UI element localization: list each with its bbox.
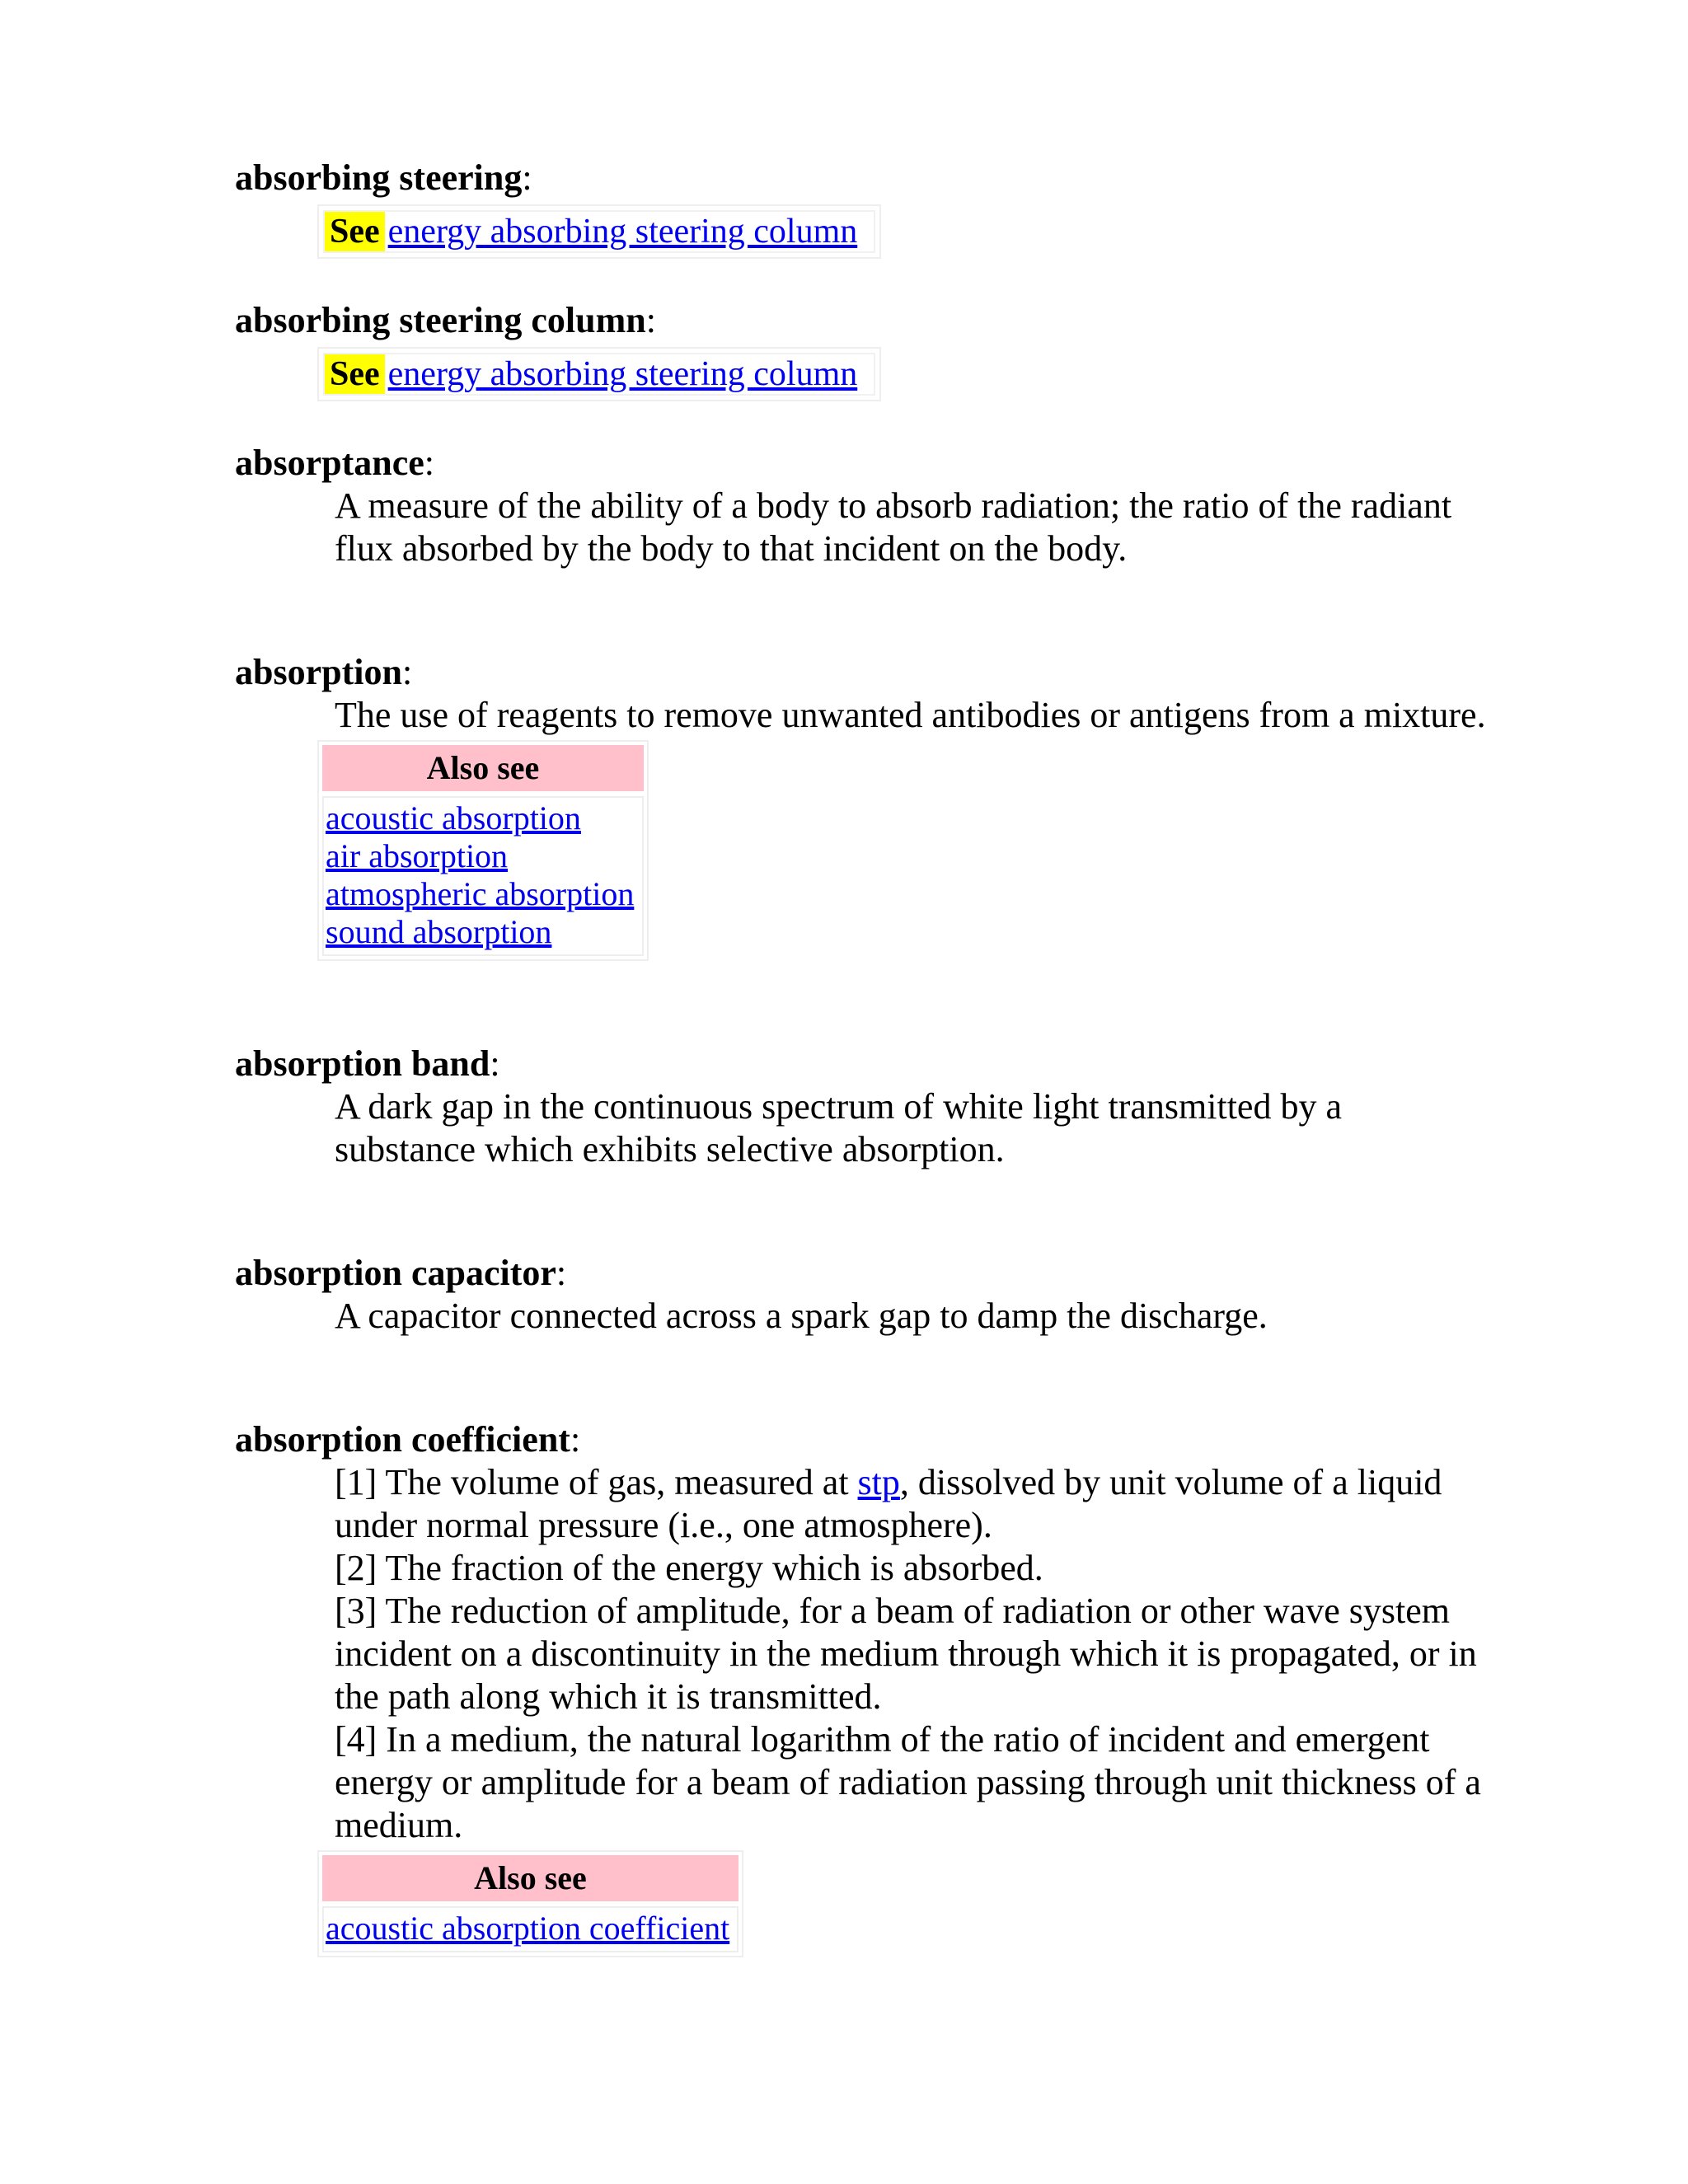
entry-absorptance <box>235 442 1471 570</box>
also-see-header: Also see <box>322 745 644 791</box>
entry-term: absorptance: <box>235 443 435 483</box>
also-see-header: Also see <box>322 1855 738 1901</box>
see-reference-box <box>317 347 881 401</box>
also-see-link[interactable]: acoustic absorption coefficient <box>326 1910 730 1947</box>
entry-term: absorbing steering column: <box>235 300 656 340</box>
entry-absorption-capacitor <box>235 1252 1471 1338</box>
also-see-list <box>322 1906 738 1952</box>
see-reference-box <box>317 204 881 259</box>
see-reference-link[interactable]: energy absorbing steering column <box>387 213 858 251</box>
entry-absorption <box>235 651 1486 961</box>
entry-definition: A capacitor connected across a spark gap to damp the discharge. <box>335 1296 1268 1336</box>
entry-term: absorption: <box>235 652 413 692</box>
entry-absorbing-steering-column <box>235 299 1471 401</box>
also-see-list <box>322 796 644 956</box>
entry-definition <box>335 1461 1489 1847</box>
entry-absorbing-steering <box>235 157 1471 259</box>
definition-4: [4] In a medium, the natural logarithm of the ratio of incident and emergent energy or amplitude for a beam of radiation passing through unit thickness of a medium. <box>335 1719 1481 1845</box>
see-label: See <box>325 354 385 394</box>
entry-term: absorbing steering: <box>235 157 532 198</box>
definition-1: [1] The volume of gas, measured at stp, dissolved by unit volume of a liquid under normal pressure (i.e., one atmosphere). <box>335 1462 1442 1545</box>
see-reference-link[interactable]: energy absorbing steering column <box>387 355 858 393</box>
entry-definition: A measure of the ability of a body to absorb radiation; the ratio of the radiant flux absorbed by the body to that incident on the body. <box>335 485 1452 569</box>
entry-definition: The use of reagents to remove unwanted antibodies or antigens from a mixture. <box>335 695 1486 735</box>
entry-absorption-band <box>235 1043 1471 1171</box>
also-see-link[interactable]: sound absorption <box>326 913 552 950</box>
stp-link[interactable]: stp <box>857 1462 900 1502</box>
entry-absorption-coefficient <box>235 1418 1481 1957</box>
definition-3: [3] The reduction of amplitude, for a beam of radiation or other wave system incident on a discontinuity in the medium through which it is propagated, or in the path along which it is transmitted. <box>335 1591 1477 1717</box>
also-see-link[interactable]: acoustic absorption <box>326 799 581 837</box>
entry-term: absorption band: <box>235 1043 500 1084</box>
also-see-table <box>317 740 649 961</box>
also-see-table <box>317 1850 743 1957</box>
also-see-link[interactable]: atmospheric absorption <box>326 875 635 912</box>
see-label: See <box>325 212 385 251</box>
entry-term: absorption capacitor: <box>235 1253 567 1293</box>
also-see-link[interactable]: air absorption <box>326 837 509 874</box>
entry-definition: A dark gap in the continuous spectrum of white light transmitted by a substance which exhibits selective absorption. <box>335 1086 1342 1169</box>
entry-term: absorption coefficient: <box>235 1419 581 1460</box>
definition-2: [2] The fraction of the energy which is absorbed. <box>335 1548 1043 1588</box>
